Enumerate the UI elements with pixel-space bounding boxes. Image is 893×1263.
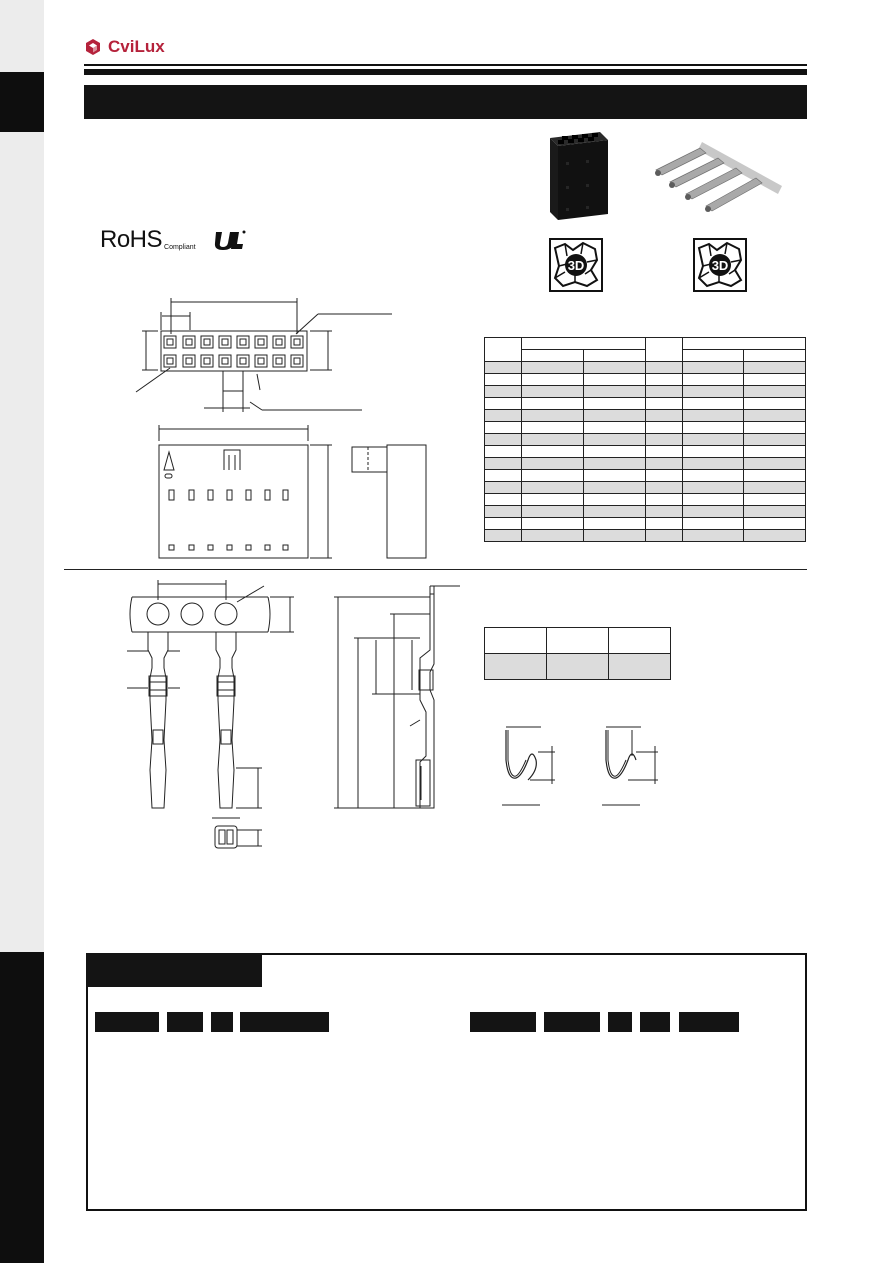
ordering-info-header [86,953,262,987]
housing-side-view [352,445,426,558]
brand-name: CviLux [108,37,165,56]
part-number-segment [608,1012,632,1032]
svg-text:3D: 3D [567,258,585,273]
section-divider [64,569,807,570]
part-number-segment [470,1012,536,1032]
part-number-segment [544,1012,600,1032]
housing-top-view [136,298,392,412]
part-number-segment [211,1012,233,1032]
terminal-strip-view [127,580,294,848]
crimp-diagrams [502,727,658,805]
rohs-label: RoHS [100,226,163,253]
spec-table [484,337,806,542]
housing-front-view [159,425,332,558]
part-number-segment [240,1012,329,1032]
terminal-side-view [334,586,460,808]
part-number-segment [167,1012,203,1032]
svg-text:3D: 3D [711,258,729,273]
part-number-segment [640,1012,670,1032]
terminal-spec-table [484,627,671,680]
part-number-segment [679,1012,739,1032]
ordering-info-box [86,953,807,1211]
part-number-segment [95,1012,159,1032]
rohs-sub-label: Compliant [164,244,196,251]
